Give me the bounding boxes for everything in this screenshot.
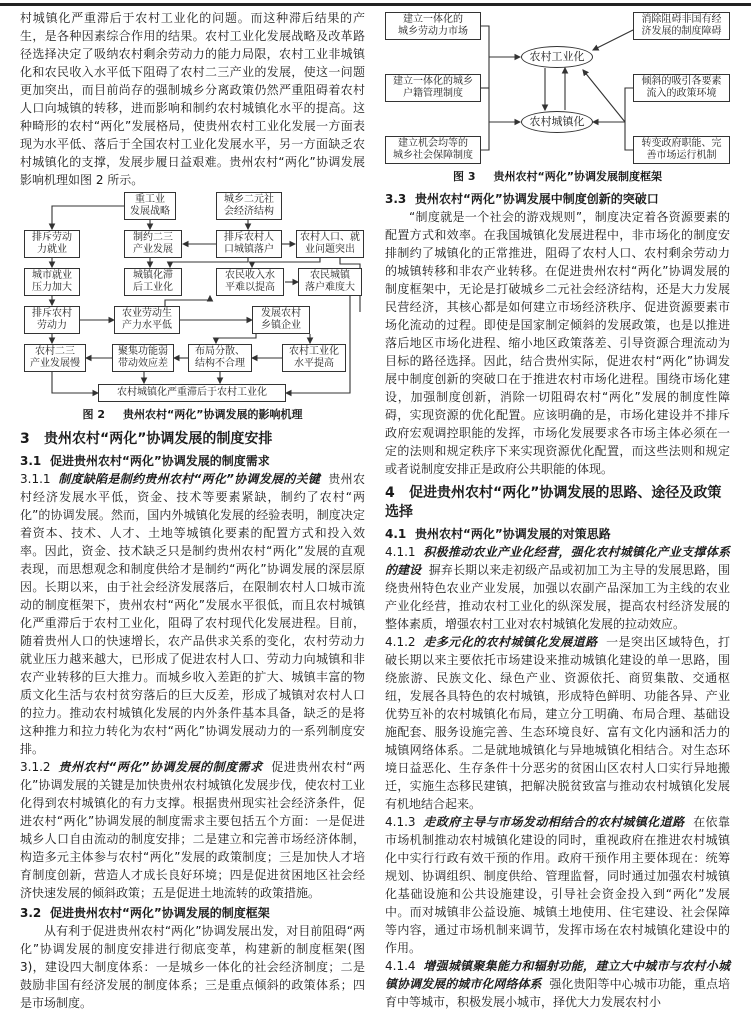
section-3-3-number: 3.3 <box>385 192 407 206</box>
section-3-1-number: 3.1 <box>20 454 42 468</box>
section-3-3-title: 贵州农村“两化”协调发展中制度创新的突破口 <box>415 192 659 206</box>
section-3-3-heading <box>385 190 730 208</box>
box-industrialization-up: 农村工业化 水平提高 <box>282 344 346 372</box>
fig3-left-box-3: 建立机会均等的 城乡社会保障制度 <box>385 136 481 164</box>
figure-3 <box>385 12 730 188</box>
fig3-ellipse-industrialization: 农村工业化 <box>521 46 593 68</box>
box-result: 农村城镇化严重滞后于农村工业化 <box>98 384 286 402</box>
section-4-heading <box>385 484 730 522</box>
section-4-1-4-number: 4.1.4 <box>385 959 416 973</box>
box-rural-pop-problem: 农村人口、就 业问题突出 <box>296 230 364 258</box>
section-4-1-3 <box>385 813 730 957</box>
box-income-hard: 农民收入水 平难以提高 <box>216 268 284 296</box>
left-column <box>20 0 365 1028</box>
fig3-right-box-3: 转变政府职能、完 善市场运行机制 <box>633 136 730 164</box>
section-4-1-4 <box>385 957 730 1011</box>
section-4-1-4-body: 强化贵阳等中心城市功能，重点培育中等城市，积极发展小城市，择优大力发展农村小 <box>385 977 730 1009</box>
fig3-right-box-1: 消除阻碍非国有经 济发展的制度障碍 <box>633 12 730 40</box>
box-develop-enterprises: 发展农村 乡镇企业 <box>252 306 310 334</box>
fig3-left-box-2: 建立一体化的城乡 户籍管理制度 <box>385 74 481 102</box>
section-3-1-2-number: 3.1.2 <box>20 760 51 774</box>
intro-paragraph: 村城镇化严重滞后于农村工业化的问题。而这种滞后结果的产生，是各种因素综合作用的结果。农村工业化发展战略及改革路径选择决定了吸纳农村剩余劳动力的能力局限，农村工业非城镇化和农民收入水平低下阻碍了农村二三产业的发展，使这一问题更加突出，而目前尚存的强制城乡分离政策仍然严重阻碍着农村人口向城镇的转移，进而影响和制约农村城镇化水平的提高。这种畸形的农村“两化”发展格局，使贵州农村工业化发展一方面表现为水平低、落后于全国农村工业化发展水平，另一方面缺乏农村城镇化的支撑，发展步履日益艰难。贵州农村“两化”协调发展影响机理如图 2 所示。 <box>20 11 365 187</box>
box-exclude-rural-pop: 排斥农村人 口城镇落户 <box>216 230 282 258</box>
section-3-1-1-number: 3.1.1 <box>20 472 51 486</box>
section-3-2-title: 促进贵州农村“两化”协调发展的制度框架 <box>50 906 270 920</box>
section-3-1-2-body: 促进贵州农村“两化”协调发展的关键是加快贵州农村城镇化发展步伐，使农村工业化得到农村城镇化的有力支撑。根据贵州现实社会经济条件，促进农村“两化”协调发展的制度需求主要包括五个方面：一是促进城乡人口自由流动的制度安排；二是建立和完善市场经济体制，构造多元主体参与农村“两化”发展的政策制度；三是加快人才培育制度创新，营造人才成长良好环境；四是促进贫困地区社会经济快速发展的倾斜政策；五是促进土地流转的政策措施。 <box>20 760 365 900</box>
section-4-1-3-title: 走政府主导与市场发动相结合的农村城镇化道路 <box>423 815 685 829</box>
section-3-1-1-title: 制度缺陷是制约贵州农村“两化”协调发展的关键 <box>58 472 321 486</box>
section-3-1-heading <box>20 452 365 470</box>
section-4-1-2-title: 走多元化的农村城镇化发展道路 <box>423 635 598 649</box>
section-3-3-body: “制度就是一个社会的游戏规则”，制度决定着各资源要素的配置方式和效率。在我国城镇化发展进程中，非市场化的制度安排制约了城镇化的正常推进，阻碍了农村人口、农村剩余劳动力的城镇转移和非农产业转移。在促进贵州农村“两化”协调发展的制度框架中，无论是打破城乡二元社会经济结构，还是大力发展民营经济，其核心都是如何建立市场经济秩序、促进资源要素市场化流动的过程。即使是国家制定倾斜的发展政策，也是以推进落后地区市场化进程、缩小地区政策落差、引导资源合理流动为目标的路径选择。因此，结合贵州实际，促进农村“两化”协调发展中制度创新的突破口在于推进农村市场化进程。围绕市场化建设，加强制度创新，消除一切阻碍农村“两化”发展的制度性障碍，实现资源的优化配置。应该明确的是，市场化建设并不排斥政府宏观调控职能的发挥，市场化发展要求各市场主体必须在一定的法则和规定秩序下来实现资源优化配置，而这些法则和规定或者说制度安排正是政府公共职能的体现。 <box>385 210 730 476</box>
section-4-title: 促进贵州农村“两化”协调发展的思路、途径及政策选择 <box>385 485 722 520</box>
box-weak-agglomeration: 聚集功能弱 带动效应差 <box>112 344 174 372</box>
fig3-right-box-2: 倾斜的吸引各要素 流入的政策环境 <box>633 74 730 102</box>
box-urban-pressure: 城市就业 压力加大 <box>24 268 80 296</box>
left-text-flow <box>20 430 365 1012</box>
box-exclude-labor: 排斥劳动 力就业 <box>24 230 80 258</box>
section-3-1-title: 促进贵州农村“两化”协调发展的制度需求 <box>50 454 270 468</box>
section-4-1-number: 4.1 <box>385 527 407 541</box>
section-3-title: 贵州农村“两化”协调发展的制度安排 <box>44 431 273 447</box>
section-4-1-heading <box>385 525 730 543</box>
section-4-1-title: 贵州农村“两化”协调发展的对策思路 <box>415 527 611 541</box>
section-4-number: 4 <box>385 485 395 501</box>
box-scattered-layout: 布局分散、 结构不合理 <box>188 344 252 372</box>
figure-3-caption-number: 图 3 <box>453 170 476 183</box>
figure-2-caption-text: 贵州农村“两化”协调发展的影响机理 <box>123 408 303 421</box>
section-4-1-1 <box>385 543 730 633</box>
box-restrict-industry: 制约二三 产业发展 <box>124 230 182 258</box>
section-3-1-2-title: 贵州农村“两化”协调发展的制度需求 <box>58 760 263 774</box>
section-3-2-number: 3.2 <box>20 906 42 920</box>
section-3-1-1 <box>20 470 365 758</box>
section-3-1-2 <box>20 758 365 902</box>
box-dual-structure: 城乡二元社 会经济结构 <box>216 192 282 220</box>
box-heavy-industry: 重工业 发展战略 <box>124 192 176 220</box>
section-3-number: 3 <box>20 431 30 447</box>
fig3-ellipse-urbanization: 农村城镇化 <box>521 111 593 133</box>
box-urbanization-lag: 城镇化滞 后工业化 <box>124 268 182 296</box>
section-4-1-1-number: 4.1.1 <box>385 545 416 559</box>
figure-2-caption <box>20 408 365 422</box>
right-text-flow <box>385 190 730 1011</box>
section-4-1-2 <box>385 633 730 813</box>
section-4-1-1-body: 摒弃长期以来走初级产品或初加工为主导的发展思路，围绕贵州特色农业产业发展，加强以农副产品深加工为主线的农业产业化经营，推动农村工业化的纵深发展，提高农村经济发展的整体素质，增强农村工业对农村城镇化发展的拉动效应。 <box>385 563 730 631</box>
section-4-1-4-title: 增强城镇聚集能力和辐射功能，建立大中城市与农村小城镇协调发展的城市化网络体系 <box>385 959 730 991</box>
section-3-heading <box>20 430 365 449</box>
section-3-1-1-body: 贵州农村经济发展水平低，资金、技术等要素紧缺，制约了农村“两化”的协调发展。然而，国内外城镇化发展的经验表明，制度决定着资本、技术、人才、土地等城镇化要素的配置方式和投入效率。因此，资金、技术缺乏只是制约贵州农村“两化”发展的直观表现，而思想观念和制度供给才是制约“两化”协调发展的深层原因。长期以来，由于社会经济发展落后，在限制农村人口城市流动的制度框架下，贵州农村“两化”发展水平很低，而且农村城镇化严重滞后于农村工业化，阻碍了农村现代化发展进程。目前，随着贵州人口的快速增长，农产品供求关系的变化，农村劳动力就业压力越来越大，已形成了促进农村人口、劳动力向城镇和非农产业转移的巨大推力。而城乡收入差距的扩大、城镇丰富的物质文化生活与农村贫穷落后的巨大反差，形成了城镇对农村人口的拉力。推动农村城镇化发展的内外条件基本具备，缺乏的是将这种推力和拉力转化为农村“两化”协调发展动力的一系列制度安排。 <box>20 472 365 756</box>
section-4-1-1-title: 积极推动农业产业化经营，强化农村城镇化产业支撑体系的建设 <box>385 545 730 577</box>
section-3-2-body: 从有利于促进贵州农村“两化”协调发展出发，对目前阻碍“两化”协调发展的制度安排进行彻底变革，构建新的制度框架(图 3)，建设四大制度体系：一是城乡一体化的社会经济制度；二是鼓励非国有经济发展的制度体系；三是重点倾斜的政策体系；四是市场制度。 <box>20 924 365 1010</box>
section-3-2-heading <box>20 904 365 922</box>
section-4-1-3-body: 在依靠市场机制推动农村城镇化建设的同时，重视政府在推进农村城镇化中实行行政有效干预的作用。政府干预作用主要体现在：统筹规划、协调组织、制度供给、管理监督，同时通过加强农村城镇化基础设施和公共设施建设，引导社会资金投入到“两化”发展中。而对城镇非公益设施、城镇土地使用、住宅建设、社会保障等内容，通过市场机制来调节，发挥市场在农村城镇化建设中的作用。 <box>385 815 730 955</box>
figure-3-caption-text: 贵州农村“两化”协调发展制度框架 <box>493 170 662 183</box>
figure-3-caption <box>385 170 730 184</box>
section-4-1-2-number: 4.1.2 <box>385 635 416 649</box>
figure-2-caption-number: 图 2 <box>82 408 105 421</box>
box-low-productivity: 农业劳动生 产力水平低 <box>114 306 180 334</box>
section-4-1-2-body: 一是突出区域特色，打破长期以来主要依托市场建设来推动城镇化建设的单一思路，围绕旅游、民族文化、绿色产业、资源依托、商贸集散、交通枢纽，发展各具特色的农村城镇，形成特色鲜明、功能各异、产业优势互补的农村城镇化布局，建立分工明确、布局合理、基础设施配套、服务设施完善、生态环境良好、富有文化内涵和活力的城镇网络体系。二是就地城镇化与异地城镇化相结合。对生态环境日益恶化、生存条件十分恶劣的贫困山区农村人口实行异地搬迁，实施生态移民建镇，把解决脱贫致富与推动农村城镇化发展有机地结合起来。 <box>385 635 730 811</box>
fig3-left-box-1: 建立一体化的 城乡劳动力市场 <box>385 12 481 40</box>
box-settle-hard: 农民城镇 落户难度大 <box>298 268 362 296</box>
box-secondary-slow: 农村二三 产业发展慢 <box>24 344 86 372</box>
figure-2 <box>20 192 365 424</box>
right-column <box>385 0 730 1028</box>
box-exclude-rural-labor: 排斥农村 劳动力 <box>24 306 80 334</box>
section-4-1-3-number: 4.1.3 <box>385 815 416 829</box>
